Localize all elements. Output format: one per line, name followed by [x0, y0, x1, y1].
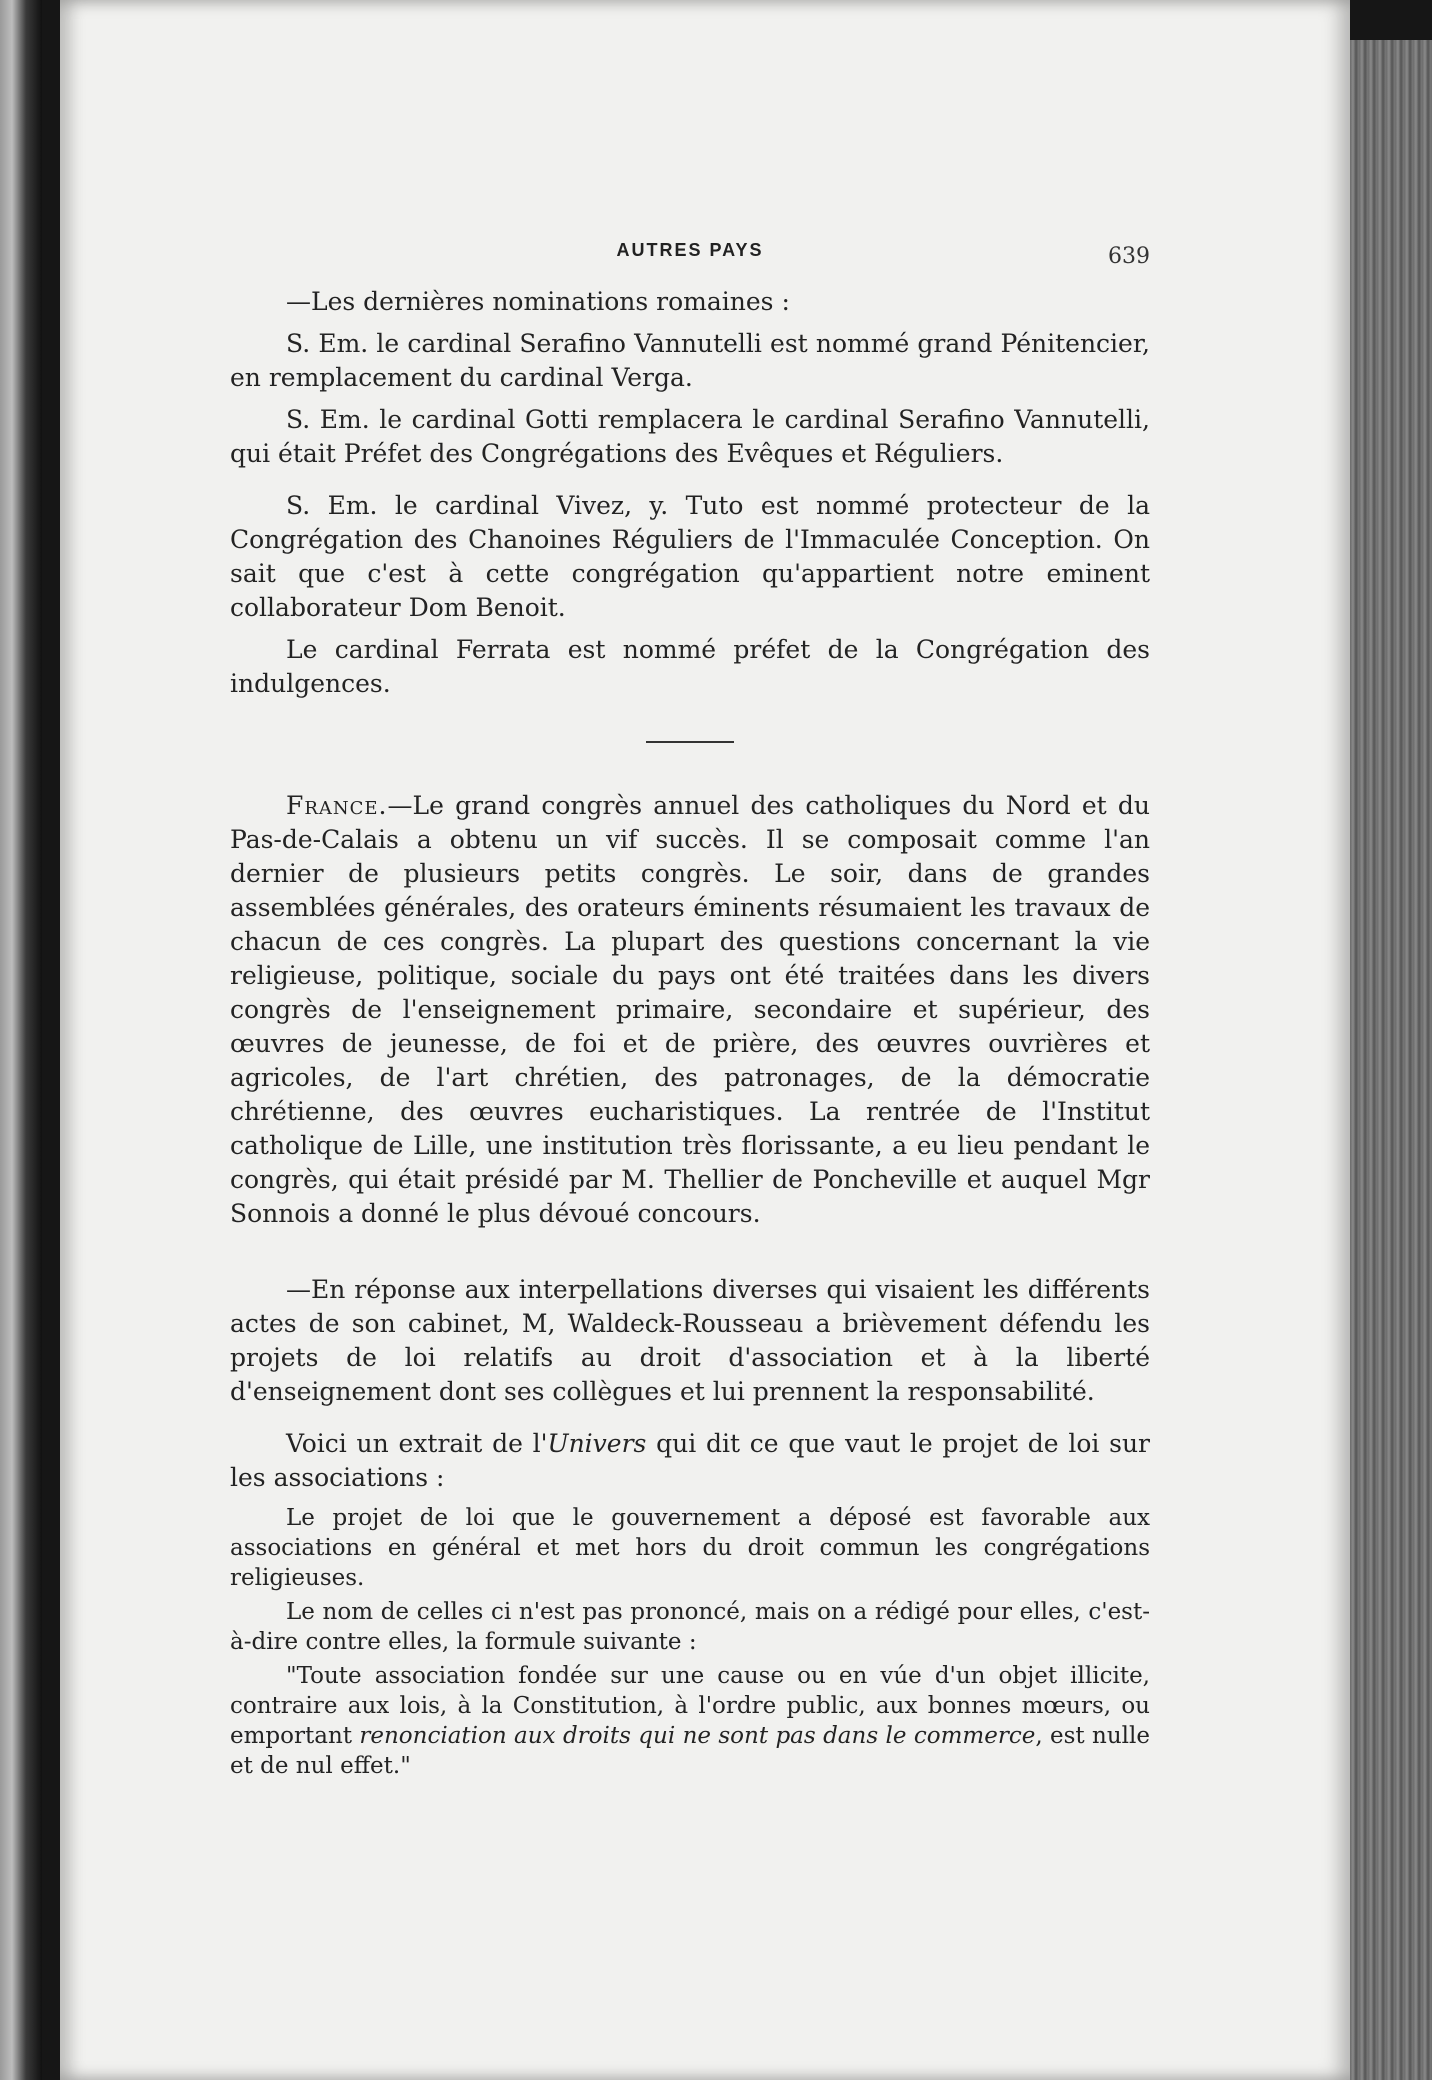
quote-paragraph-2: Le nom de celles ci n'est pas prononcé, mais on a rédigé pour elles, c'est-à-dire contre elles, la formule suivante : — [230, 1599, 1150, 1655]
page-number: 639 — [1108, 244, 1150, 269]
rome-intro: —Les dernières nominations romaines : — [286, 287, 790, 316]
rome-paragraph-2: S. Em. le cardinal Gotti remplacera le cardinal Serafino Vannutelli, qui était Préfet des Congrégations des Evêques et Réguliers. — [230, 405, 1150, 468]
quote-3-text: "Toute association fondée sur une cause ou en vúe d'un objet illicite, contraire aux lois, à la Constitution, à l'ordre public, aux bonnes mœurs, ou emportant — [230, 1663, 1150, 1749]
running-title: AUTRES PAYS — [616, 240, 764, 260]
rome-paragraph-4: Le cardinal Ferrata est nommé préfet de la Congrégation des indulgences. — [230, 635, 1150, 698]
france-paragraph-2: —En réponse aux interpellations diverses qui visaient les différents actes de son cabinet, M, Waldeck-Rousseau a brièvement défendu les projets de loi relatifs au droit d'association et à la liberté d'enseignement dont ses collègues et lui prennent la responsabilité. — [230, 1275, 1150, 1406]
page-edges — [1350, 40, 1432, 2080]
quote-paragraph-1: Le projet de loi que le gouvernement a déposé est favorable aux associations en général et met hors du droit commun les congrégations religieuses. — [230, 1505, 1150, 1591]
spacer — [230, 1239, 1150, 1273]
running-head — [230, 240, 1150, 270]
france-paragraph-1 — [230, 789, 1150, 1231]
rome-paragraph-1: S. Em. le cardinal Serafino Vannutelli est nommé grand Pénitencier, en remplacement du cardinal Verga. — [230, 329, 1150, 392]
quoted-extract — [230, 1503, 1150, 1781]
france-paragraph-3 — [230, 1427, 1150, 1495]
quote-3-text-end: , est nulle et de nul effet." — [230, 1723, 1150, 1779]
univers-title: Univers — [547, 1429, 647, 1458]
section-divider — [646, 741, 734, 743]
binding-shadow — [0, 0, 42, 2080]
univers-intro-text-end: qui dit ce que vaut le projet de loi sur les associations : — [230, 1429, 1150, 1492]
page-body — [230, 285, 1150, 1785]
france-paragraph-1-text: —Le grand congrès annuel des catholiques du Nord et du Pas-de-Calais a obtenu un vif succès. Il se composait comme l'an dernier de plusieurs petits congrès. Le soir, dans de grandes assemblées générales, des orateurs éminents résumaient les travaux de chacun de ces congrès. La plupart des questions concernant la vie religieuse, politique, sociale du pays ont été traitées dans les divers congrès de l'enseignement primaire, secondaire et supérieur, des œuvres de jeunesse, de foi et de prière, des œuvres ouvrières et agricoles, de l'art chrétien, des patronages, de la démocratie chrétienne, des œuvres eucharistiques. La rentrée de l'Institut catholique de Lille, une institution très florissante, a eu lieu pendant le congrès, qui était présidé par M. Thellier de Poncheville et auquel Mgr Sonnois a donné le plus dévoué concours. — [230, 791, 1150, 1228]
quote-paragraph-3 — [230, 1661, 1150, 1781]
france-heading: France. — [286, 791, 388, 820]
quote-3-italic: renonciation aux droits qui ne sont pas dans le commerce — [359, 1723, 1036, 1749]
univers-intro-text: Voici un extrait de l' — [286, 1429, 548, 1458]
rome-paragraph-3: S. Em. le cardinal Vivez, y. Tuto est nommé protecteur de la Congrégation des Chanoines Réguliers de l'Immaculée Conception. On sait que c'est à cette congrégation qu'appartient notre eminent collaborateur Dom Benoit. — [230, 491, 1150, 622]
